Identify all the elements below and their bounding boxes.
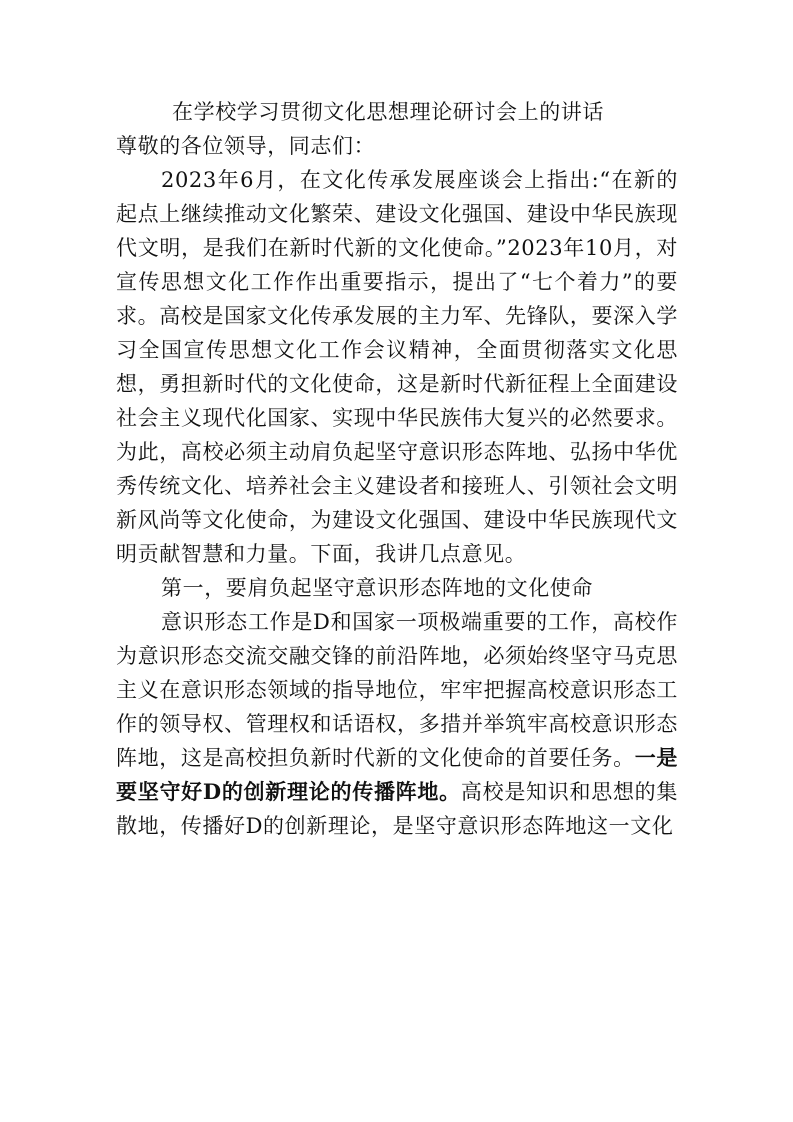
document-body — [116, 95, 678, 843]
paragraph-intro: 2023年6月，在文化传承发展座谈会上指出:“在新的起点上继续推动文化繁荣、建设文化强国、建设中华民族现代文明，是我们在新时代新的文化使命。”2023年10月，对宣传思想文化工作作出重要指示，提出了“七个着力”的要求。高校是国家文化传承发展的主力军、先锋队，要深入学习全国宣传思想文化工作会议精神，全面贯彻落实文化思想，勇担新时代的文化使命，这是新时代新征程上全面建设社会主义现代化国家、实现中华民族伟大复兴的必然要求。为此，高校必须主动肩负起坚守意识形态阵地、弘扬中华优秀传统文化、培养社会主义建设者和接班人、引领社会文明新风尚等文化使命，为建设文化强国、建设中华民族现代文明贡献智慧和力量。下面，我讲几点意见。 — [116, 168, 678, 566]
section-heading-1: 第一，要肩负起坚守意识形态阵地的文化使命 — [161, 576, 593, 600]
paragraph-section-1-text: 意识形态工作是D和国家一项极端重要的工作，高校作为意识形态交流交融交锋的前沿阵地，必须始终坚守马克思主义在意识形态领域的指导地位，牢牢把握高校意识形态工作的领导权、管理权和话语权，多措并举筑牢高校意识形态阵地，这是高校担负新时代新的文化使命的首要任务。 — [116, 610, 678, 770]
paragraph-section-1 — [116, 605, 678, 843]
document-title: 在学校学习贯彻文化思想理论研讨会上的讲话 — [172, 100, 604, 124]
salutation: 尊敬的各位领导，同志们： — [116, 134, 376, 158]
paragraph-section-1-tail: 高校是知识和思想的集散地，传播好D的创新理论，是坚守意识形态阵地这一文化 — [116, 780, 679, 838]
paragraph-section-1-bold-point: 一是要坚守好D的创新理论的传播阵地。 — [116, 745, 678, 804]
